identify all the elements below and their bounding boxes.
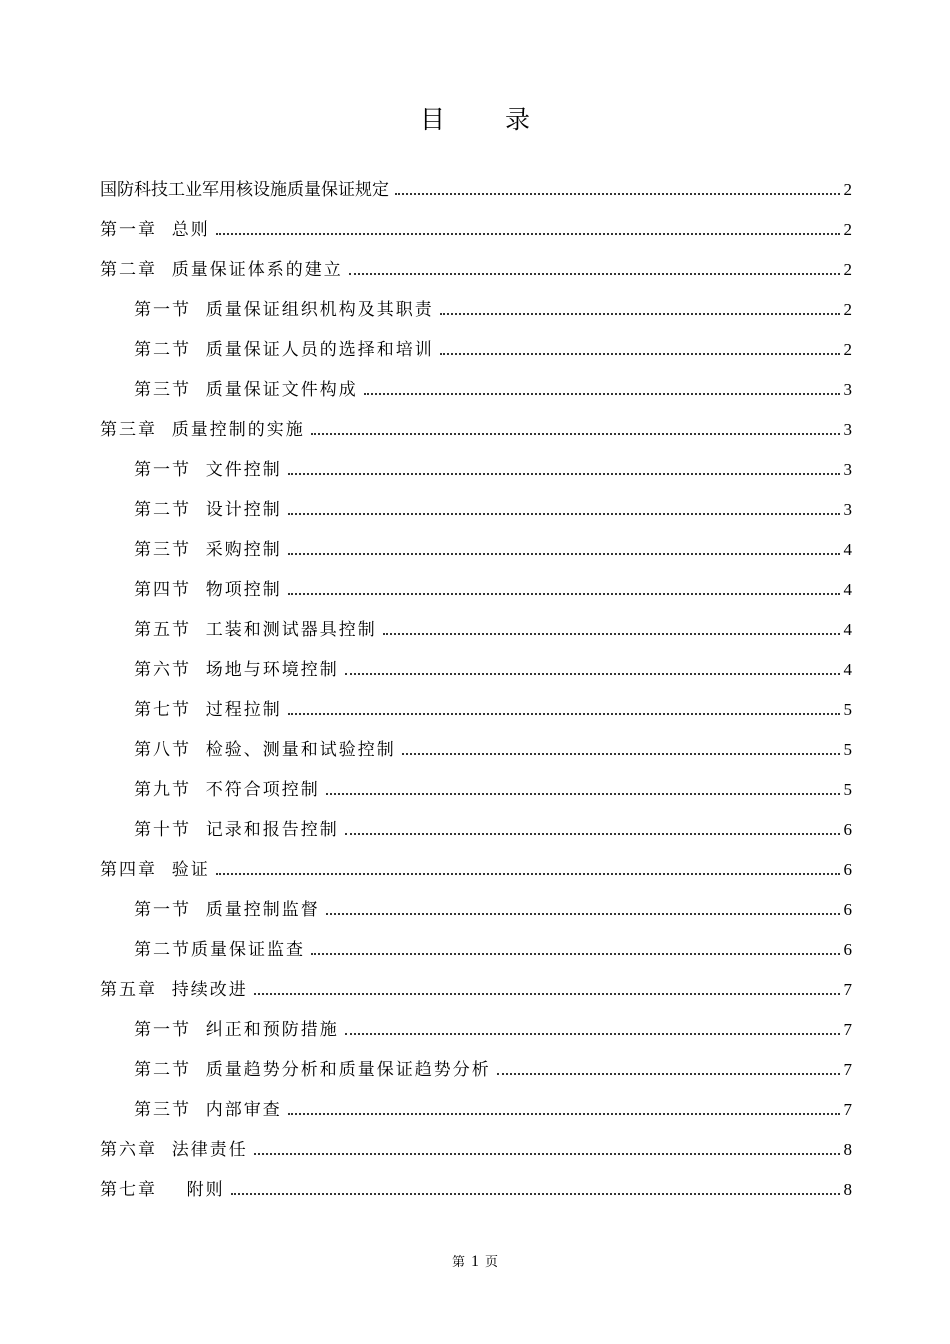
toc-entry-label: 第六章 法律责任 [100, 1140, 248, 1160]
toc-dot-leader [231, 1193, 840, 1195]
toc-entry-label: 第二节 质量趋势分析和质量保证趋势分析 [134, 1060, 491, 1080]
toc-entry[interactable] [100, 1000, 852, 1040]
toc-entry[interactable] [100, 160, 852, 200]
toc-entry-page-number: 4 [843, 580, 852, 599]
toc-entry-label: 第五章 持续改进 [100, 980, 248, 1000]
toc-dot-leader [497, 1073, 840, 1075]
toc-dot-leader [216, 233, 840, 235]
toc-entry[interactable] [100, 480, 852, 520]
toc-entry-label: 第八节 检验、测量和试验控制 [134, 740, 396, 760]
toc-entry[interactable] [100, 600, 852, 640]
toc-dot-leader [288, 513, 840, 515]
toc-entry-label: 第十节 记录和报告控制 [134, 820, 339, 840]
toc-dot-leader [326, 793, 840, 795]
toc-dot-leader [311, 433, 840, 435]
toc-dot-leader [349, 273, 840, 275]
toc-entry[interactable] [100, 1080, 852, 1120]
toc-entry-label: 第九节 不符合项控制 [134, 780, 320, 800]
toc-dot-leader [345, 673, 840, 675]
toc-entry[interactable] [100, 520, 852, 560]
toc-entry-page-number: 6 [843, 820, 852, 839]
table-of-contents [100, 160, 852, 1200]
toc-entry-page-number: 3 [843, 380, 852, 399]
toc-entry-label: 第二节 质量保证人员的选择和培训 [134, 340, 434, 360]
toc-dot-leader [288, 713, 840, 715]
toc-entry[interactable] [100, 760, 852, 800]
toc-entry[interactable] [100, 1120, 852, 1160]
toc-entry-page-number: 5 [843, 740, 852, 759]
toc-entry[interactable] [100, 720, 852, 760]
toc-entry[interactable] [100, 320, 852, 360]
toc-entry-label: 第四节 物项控制 [134, 580, 282, 600]
page-footer [0, 1251, 950, 1271]
toc-entry[interactable] [100, 440, 852, 480]
toc-dot-leader [383, 633, 840, 635]
toc-entry[interactable] [100, 880, 852, 920]
toc-dot-leader [288, 593, 840, 595]
toc-entry-label: 第七节 过程拉制 [134, 700, 282, 720]
toc-entry-page-number: 4 [843, 620, 852, 639]
toc-entry[interactable] [100, 360, 852, 400]
toc-entry-label: 第七章 附则 [100, 1180, 225, 1200]
toc-entry-page-number: 3 [843, 500, 852, 519]
footer-prefix: 第 [451, 1255, 465, 1270]
toc-dot-leader [254, 993, 840, 995]
toc-entry-page-number: 8 [843, 1180, 852, 1199]
toc-entry-page-number: 7 [843, 1060, 852, 1079]
toc-entry-page-number: 5 [843, 780, 852, 799]
toc-entry-label: 第三节 采购控制 [134, 540, 282, 560]
toc-dot-leader [364, 393, 840, 395]
toc-entry-label: 第二节 设计控制 [134, 500, 282, 520]
toc-entry-page-number: 8 [843, 1140, 852, 1159]
toc-entry-page-number: 6 [843, 900, 852, 919]
toc-entry-label: 第一节 质量保证组织机构及其职责 [134, 300, 434, 320]
toc-dot-leader [288, 1113, 840, 1115]
toc-entry-label: 第三节 质量保证文件构成 [134, 380, 358, 400]
toc-entry-label: 第二节质量保证监查 [134, 940, 305, 960]
toc-dot-leader [288, 553, 840, 555]
toc-dot-leader [288, 473, 840, 475]
footer-suffix: 页 [485, 1255, 499, 1270]
footer-page-number: 1 [471, 1253, 479, 1270]
toc-entry[interactable] [100, 560, 852, 600]
toc-entry-page-number: 2 [843, 340, 852, 359]
toc-entry[interactable] [100, 200, 852, 240]
toc-entry-label: 第四章 验证 [100, 860, 210, 880]
toc-dot-leader [440, 353, 840, 355]
toc-entry[interactable] [100, 960, 852, 1000]
toc-entry-label: 第一节 文件控制 [134, 460, 282, 480]
toc-entry-page-number: 3 [843, 420, 852, 439]
toc-entry-page-number: 6 [843, 940, 852, 959]
toc-dot-leader [402, 753, 840, 755]
toc-dot-leader [311, 953, 840, 955]
toc-dot-leader [440, 313, 840, 315]
toc-entry-label: 第一章 总则 [100, 220, 210, 240]
toc-entry-page-number: 7 [843, 980, 852, 999]
toc-entry-label: 第三节 内部审查 [134, 1100, 282, 1120]
toc-entry[interactable] [100, 640, 852, 680]
toc-entry-page-number: 2 [843, 300, 852, 319]
toc-entry-page-number: 7 [843, 1100, 852, 1119]
toc-entry[interactable] [100, 240, 852, 280]
toc-entry-label: 第三章 质量控制的实施 [100, 420, 305, 440]
toc-entry-label: 第五节 工装和测试器具控制 [134, 620, 377, 640]
toc-dot-leader [395, 193, 840, 195]
toc-entry[interactable] [100, 840, 852, 880]
toc-entry[interactable] [100, 1160, 852, 1200]
toc-dot-leader [326, 913, 840, 915]
toc-dot-leader [216, 873, 840, 875]
toc-entry-label: 第二章 质量保证体系的建立 [100, 260, 343, 280]
toc-entry-page-number: 2 [843, 180, 852, 199]
toc-entry-label: 第一节 纠正和预防措施 [134, 1020, 339, 1040]
toc-entry-page-number: 4 [843, 660, 852, 679]
toc-entry-page-number: 2 [843, 260, 852, 279]
toc-entry-page-number: 5 [843, 700, 852, 719]
toc-entry-label: 第一节 质量控制监督 [134, 900, 320, 920]
toc-entry[interactable] [100, 680, 852, 720]
toc-entry-page-number: 4 [843, 540, 852, 559]
toc-entry-page-number: 7 [843, 1020, 852, 1039]
toc-dot-leader [345, 833, 840, 835]
toc-dot-leader [345, 1033, 840, 1035]
toc-entry-page-number: 3 [843, 460, 852, 479]
toc-entry[interactable] [100, 280, 852, 320]
toc-entry[interactable] [100, 800, 852, 840]
toc-entry-label: 第六节 场地与环境控制 [134, 660, 339, 680]
toc-title: 目 录 [420, 105, 556, 134]
toc-entry[interactable] [100, 1040, 852, 1080]
toc-entry-page-number: 2 [843, 220, 852, 239]
toc-entry-page-number: 6 [843, 860, 852, 879]
toc-entry[interactable] [100, 400, 852, 440]
toc-dot-leader [254, 1153, 840, 1155]
toc-entry[interactable] [100, 920, 852, 960]
toc-entry-label: 国防科技工业军用核设施质量保证规定 [100, 180, 389, 200]
